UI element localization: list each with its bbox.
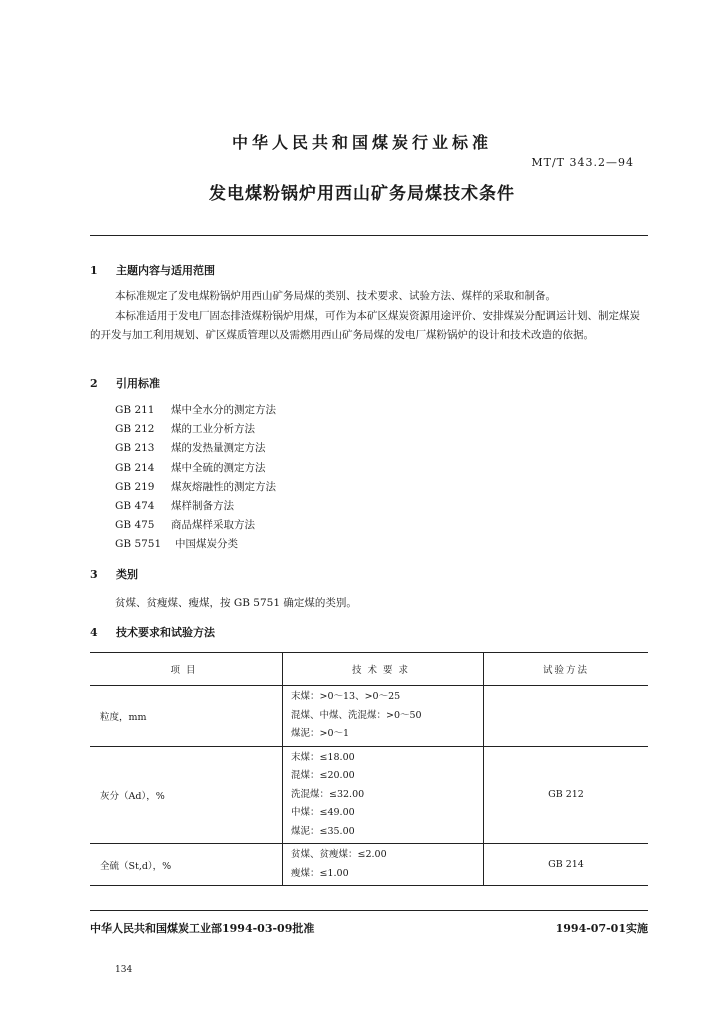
paragraph: 本标准适用于发电厂固态排渣煤粉锅炉用煤，可作为本矿区煤炭资源用途评价、安排煤炭分配调运计划、制定煤炭的开发与加工利用规划、矿区煤质管理以及需燃用西山矿务局煤的发电厂煤粉锅炉的设计和技术改造的依据。 bbox=[90, 309, 640, 341]
document-title: 发电煤粉锅炉用西山矿务局煤技术条件 bbox=[209, 184, 515, 204]
section-3-body: 贫煤、贫瘦煤、瘦煤，按 GB 5751 确定煤的类别。 bbox=[115, 597, 357, 609]
column-header-item: 项目 bbox=[90, 653, 283, 686]
requirement-line: 洗混煤：≤32.00 bbox=[291, 788, 365, 800]
table-row bbox=[90, 844, 648, 886]
reference-item bbox=[115, 535, 276, 554]
row-item: 粒度，mm bbox=[90, 686, 283, 747]
reference-name: 煤中全水分的测定方法 bbox=[171, 404, 276, 416]
reference-item bbox=[115, 478, 276, 497]
section-3-heading bbox=[90, 566, 138, 582]
reference-code: GB 212 bbox=[115, 423, 155, 436]
effective-date: 1994-07-01实施 bbox=[555, 922, 648, 935]
reference-code: GB 214 bbox=[115, 461, 155, 474]
reference-code: GB 475 bbox=[115, 519, 155, 532]
section-number: 4 bbox=[90, 626, 98, 639]
requirement-line: 煤泥：≤35.00 bbox=[291, 825, 355, 837]
approval-statement: 中华人民共和国煤炭工业部1994-03-09批准 bbox=[90, 922, 315, 935]
standard-number: MT/T 343.2—94 bbox=[531, 156, 634, 169]
reference-name: 中国煤炭分类 bbox=[175, 538, 238, 551]
reference-code: GB 211 bbox=[115, 404, 155, 416]
reference-code: GB 219 bbox=[115, 480, 155, 493]
column-header-method: 试验方法 bbox=[484, 653, 649, 686]
reference-code: GB 213 bbox=[115, 442, 155, 455]
section-1-body bbox=[90, 287, 648, 346]
requirement-line: 煤泥：>0～1 bbox=[291, 728, 350, 739]
footer-rule bbox=[90, 910, 648, 911]
requirement-line: 瘦煤：≤1.00 bbox=[291, 867, 349, 879]
section-number: 1 bbox=[90, 264, 98, 277]
row-requirements bbox=[283, 746, 484, 844]
technical-requirements-table bbox=[90, 652, 648, 886]
reference-item bbox=[115, 439, 276, 458]
row-item: 全硫（St,d），% bbox=[90, 844, 283, 886]
reference-name: 煤样制备方法 bbox=[171, 500, 234, 513]
row-method bbox=[484, 686, 649, 747]
row-requirements bbox=[283, 686, 484, 747]
reference-item bbox=[115, 401, 276, 420]
section-title: 技术要求和试验方法 bbox=[116, 626, 215, 639]
column-header-requirement: 技术要求 bbox=[283, 653, 484, 686]
row-method: GB 214 bbox=[484, 844, 649, 886]
section-1-heading bbox=[90, 262, 215, 278]
requirement-line: 末煤：≤18.00 bbox=[291, 751, 355, 763]
requirement-line: 混煤、中煤、洗混煤：>0～50 bbox=[291, 709, 422, 721]
reference-name: 煤的工业分析方法 bbox=[171, 423, 255, 436]
section-4-heading bbox=[90, 624, 215, 640]
table-row bbox=[90, 686, 648, 747]
reference-item bbox=[115, 516, 276, 535]
reference-list bbox=[115, 401, 276, 555]
issuing-organization: 中华人民共和国煤炭行业标准 bbox=[231, 133, 492, 152]
page-number: 134 bbox=[115, 965, 133, 975]
requirement-line: 中煤：≤49.00 bbox=[291, 807, 355, 818]
table-row bbox=[90, 746, 648, 844]
section-title: 引用标准 bbox=[116, 377, 160, 390]
section-title: 类别 bbox=[116, 568, 138, 581]
row-requirements bbox=[283, 844, 484, 886]
section-2-heading bbox=[90, 375, 160, 391]
section-title: 主题内容与适用范围 bbox=[116, 264, 215, 277]
requirement-line: 末煤：>0～13、>0～25 bbox=[291, 691, 401, 702]
reference-code: GB 5751 bbox=[115, 538, 162, 551]
reference-code: GB 474 bbox=[115, 500, 155, 513]
reference-name: 煤的发热量测定方法 bbox=[171, 442, 266, 455]
header-rule bbox=[90, 235, 648, 236]
reference-item bbox=[115, 497, 276, 516]
reference-name: 煤中全硫的测定方法 bbox=[171, 461, 266, 474]
reference-item bbox=[115, 420, 276, 439]
reference-name: 煤灰熔融性的测定方法 bbox=[171, 480, 276, 493]
requirement-line: 混煤：≤20.00 bbox=[291, 770, 355, 781]
reference-name: 商品煤样采取方法 bbox=[171, 519, 255, 532]
reference-item bbox=[115, 459, 276, 478]
requirement-line: 贫煤、贫瘦煤：≤2.00 bbox=[291, 849, 387, 860]
paragraph: 本标准规定了发电煤粉锅炉用西山矿务局煤的类别、技术要求、试验方法、煤样的采取和制备。 bbox=[115, 290, 556, 302]
row-method: GB 212 bbox=[484, 746, 649, 844]
section-number: 2 bbox=[90, 377, 98, 390]
section-number: 3 bbox=[90, 568, 98, 581]
row-item: 灰分（Ad），% bbox=[90, 746, 283, 844]
table-header-row bbox=[90, 653, 648, 686]
